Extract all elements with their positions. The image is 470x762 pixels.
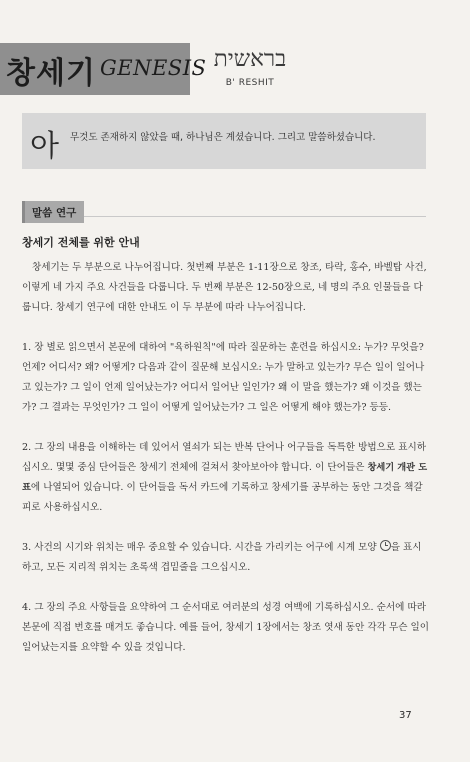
list-item-3: [22, 538, 430, 578]
list-item-4: 4. 그 장의 주요 사항들을 요약하여 그 순서대로 여러분의 성경 여백에 기록하십시오. 순서에 따라 본문에 직접 번호를 매겨도 좋습니다. 예를 들어, 창세기 1장에서는 창조 엿새 동안 각각 무슨 일이 일어났는지를 요약할 수 있을 것입니다.: [22, 602, 430, 653]
page-number: 37: [399, 710, 412, 721]
list-item-3-text-a: 3. 사건의 시기와 위치는 매우 중요할 수 있습니다. 시간을 가리키는 어구에 시계 모양: [22, 542, 380, 553]
list-item-1: 1. 장 별로 읽으면서 본문에 대하여 "육하원칙"에 따라 질문하는 훈련을 하십시오: 누가? 무엇을? 언제? 어디서? 왜? 어떻게? 다음과 같이 질문해 보십시오: 누가 말하고 있는가? 무슨 일이 일어나고 있는가? 그 일이 언제 일어났는가? 어디서 일어난 일인가? 왜 이 말을 했는가? 왜 이것을 했는가? 그 결과는 무엇인가? 그 일이 어떻게 일어났는가? 그 일은 어떻게 해야 했는가? 등등.: [22, 342, 425, 413]
section-label-box: [22, 201, 84, 223]
title-transliteration: B' RESHIT: [225, 78, 275, 88]
list-item-2-text-a: 2. 그 장의 내용을 이해하는 데 있어서 열쇠가 되는 반복 단어나 어구들을 독특한 방법으로 표시하십시오. 몇몇 중심 단어들은 창세기 전체에 걸쳐서 찾아보아야 합니다. 이 단어들은: [22, 442, 427, 473]
list-item-2: [22, 438, 430, 518]
list-item-2-bold: 창세기 개관 도표: [22, 462, 428, 493]
clock-icon: [380, 540, 391, 551]
title-hebrew: בראשית: [213, 46, 287, 72]
intro-text: 무것도 존재하지 않았을 때, 하나님은 계셨습니다. 그리고 말씀하셨습니다.: [70, 132, 376, 143]
section-divider: [84, 216, 426, 217]
section-subheading: 창세기 전체를 위한 안내: [22, 236, 140, 249]
list-item-2-text-b: 에 나열되어 있습니다. 이 단어들을 독서 카드에 기록하고 창세기를 공부하는 동안 그것을 책갈피로 사용하십시오.: [22, 482, 423, 513]
title-english: GENESIS: [100, 56, 207, 80]
title-korean: 창세기: [6, 56, 96, 91]
body-text: [22, 258, 430, 658]
section-label: 말씀 연구: [32, 207, 77, 219]
list-item-3-text-b: 을 표시하고, 모든 지리적 위치는 초록색 겹밑줄을 그으십시오.: [22, 542, 422, 573]
intro-paragraph: 창세기는 두 부분으로 나누어집니다. 첫번째 부분은 1-11장으로 창조, 타락, 홍수, 바벨탑 사건, 이렇게 네 가지 주요 사건들을 다룹니다. 두 번째 부분은 12-50장으로, 네 명의 주요 인물들을 다룹니다. 창세기 연구에 대한 안내도 이 두 부분에 따라 나누어집니다.: [22, 262, 427, 313]
intro-dropcap: 아: [30, 129, 59, 164]
